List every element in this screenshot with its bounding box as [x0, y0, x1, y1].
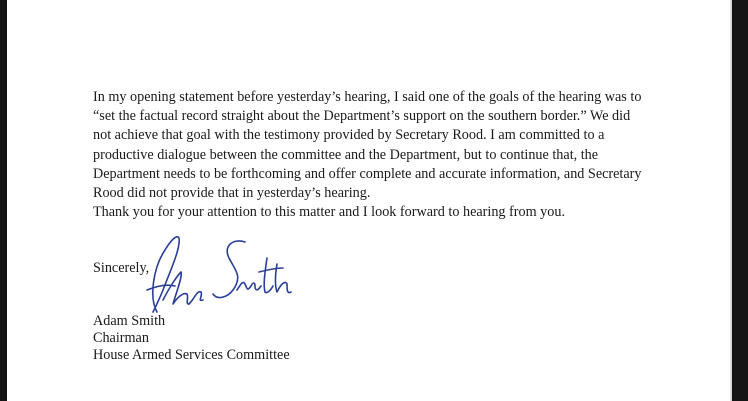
letter-page [7, 0, 732, 401]
closing-salutation: Sincerely, [93, 260, 150, 276]
body-paragraph-2 [93, 203, 565, 222]
signer-name: Adam Smith [93, 313, 166, 329]
paragraph-line: “set the factual record straight about the Department’s support on the southern border.” We did [93, 108, 631, 125]
paragraph-line: Thank you for your attention to this matter and I look forward to hearing from you. [93, 204, 566, 220]
paragraph-line: Rood did not provide that in yesterday’s hearing. [93, 185, 371, 202]
signature-block [93, 313, 290, 365]
paragraph-line: productive dialogue between the committee and the Department, but to continue that, the [93, 146, 599, 163]
paragraph-line: Department needs to be forthcoming and offer complete and accurate information, and Secretary [93, 165, 642, 182]
body-paragraph-1 [93, 88, 642, 203]
paragraph-line: In my opening statement before yesterday’s hearing, I said one of the goals of the hearing was to [93, 89, 642, 105]
signer-organization: House Armed Services Committee [93, 347, 290, 364]
handwritten-signature [137, 228, 297, 320]
paragraph-line: not achieve that goal with the testimony provided by Secretary Rood. I am committed to a [93, 127, 605, 144]
signer-title: Chairman [93, 330, 149, 347]
